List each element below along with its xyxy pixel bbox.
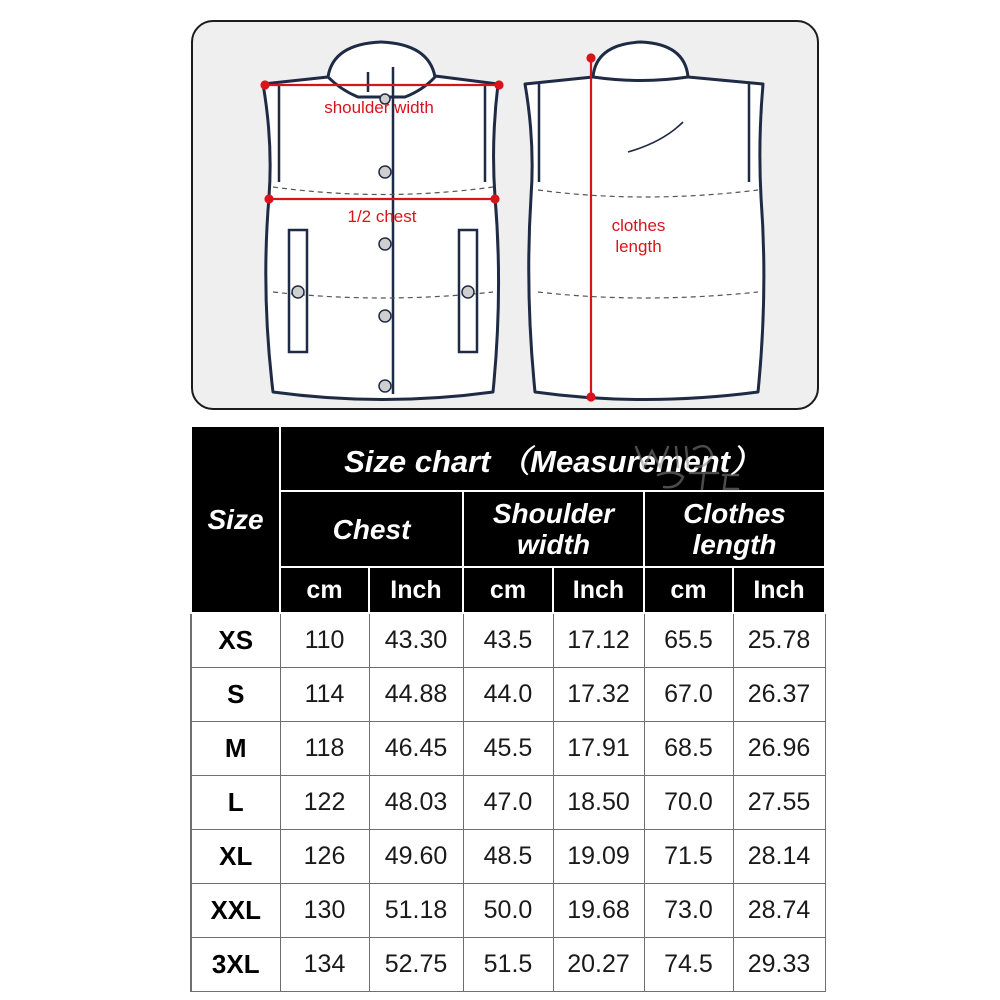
measurement-cell: 130: [280, 884, 369, 938]
measurement-cell: 110: [280, 613, 369, 668]
measurement-cell: 52.75: [369, 938, 463, 992]
size-row: [191, 668, 825, 722]
measurement-cell: 28.74: [733, 884, 825, 938]
measurement-cell: 74.5: [644, 938, 733, 992]
size-row: [191, 722, 825, 776]
measurement-cell: 48.5: [463, 830, 553, 884]
size-row: [191, 884, 825, 938]
size-label: XS: [191, 613, 280, 668]
measurement-cell: 43.30: [369, 613, 463, 668]
vest-illustration-panel: [191, 20, 819, 410]
measurement-cell: 73.0: [644, 884, 733, 938]
measurement-cell: 19.09: [553, 830, 644, 884]
shoulder-width-label: shoulder width: [324, 98, 434, 117]
unit-header: Inch: [553, 567, 644, 613]
measurement-cell: 29.33: [733, 938, 825, 992]
measurement-cell: 20.27: [553, 938, 644, 992]
brand-watermark-logo: [628, 437, 748, 495]
size-chart-table: [190, 425, 826, 992]
front-vest-outline: [263, 72, 499, 400]
measurement-cell: 48.03: [369, 776, 463, 830]
size-label: XL: [191, 830, 280, 884]
size-label: 3XL: [191, 938, 280, 992]
size-row: [191, 613, 825, 668]
measurement-cell: 51.18: [369, 884, 463, 938]
measurement-cell: 67.0: [644, 668, 733, 722]
measurement-cell: 68.5: [644, 722, 733, 776]
measurement-cell: 17.12: [553, 613, 644, 668]
size-chart-title: Size chart （Measurement）: [280, 426, 825, 491]
measurement-cell: 26.96: [733, 722, 825, 776]
vest-drawing: [193, 22, 819, 410]
clothes-length-label: clothes length: [611, 216, 666, 256]
front-collar: [328, 42, 435, 97]
size-row: [191, 776, 825, 830]
measurement-cell: 26.37: [733, 668, 825, 722]
size-label: M: [191, 722, 280, 776]
unit-header: cm: [463, 567, 553, 613]
measurement-cell: 47.0: [463, 776, 553, 830]
clothes-length-header: Clothes length: [644, 491, 825, 567]
size-row: [191, 938, 825, 992]
size-label: L: [191, 776, 280, 830]
measurement-cell: 114: [280, 668, 369, 722]
measurement-cell: 44.0: [463, 668, 553, 722]
measurement-cell: 126: [280, 830, 369, 884]
chest-header: Chest: [280, 491, 463, 567]
measurement-cell: 65.5: [644, 613, 733, 668]
measurement-cell: 51.5: [463, 938, 553, 992]
unit-header: Inch: [733, 567, 825, 613]
measurement-cell: 122: [280, 776, 369, 830]
measurement-cell: 18.50: [553, 776, 644, 830]
measurement-cell: 44.88: [369, 668, 463, 722]
measurement-cell: 70.0: [644, 776, 733, 830]
measurement-cell: 43.5: [463, 613, 553, 668]
measurement-cell: 19.68: [553, 884, 644, 938]
size-column-header: Size: [191, 426, 280, 613]
size-label: XXL: [191, 884, 280, 938]
half-chest-label: 1/2 chest: [347, 207, 417, 226]
measurement-cell: 50.0: [463, 884, 553, 938]
measurement-cell: 28.14: [733, 830, 825, 884]
measurement-cell: 49.60: [369, 830, 463, 884]
measurement-cell: 46.45: [369, 722, 463, 776]
size-rows: [191, 613, 825, 992]
measurement-cell: 27.55: [733, 776, 825, 830]
unit-header: cm: [644, 567, 733, 613]
measurement-cell: 25.78: [733, 613, 825, 668]
measurement-cell: 45.5: [463, 722, 553, 776]
size-label: S: [191, 668, 280, 722]
measurement-cell: 17.32: [553, 668, 644, 722]
shoulder-width-header: Shoulder width: [463, 491, 644, 567]
measurement-cell: 71.5: [644, 830, 733, 884]
back-collar: [593, 42, 688, 81]
measurement-cell: 134: [280, 938, 369, 992]
measurement-cell: 118: [280, 722, 369, 776]
unit-header: cm: [280, 567, 369, 613]
size-row: [191, 830, 825, 884]
measurement-cell: 17.91: [553, 722, 644, 776]
unit-header: Inch: [369, 567, 463, 613]
